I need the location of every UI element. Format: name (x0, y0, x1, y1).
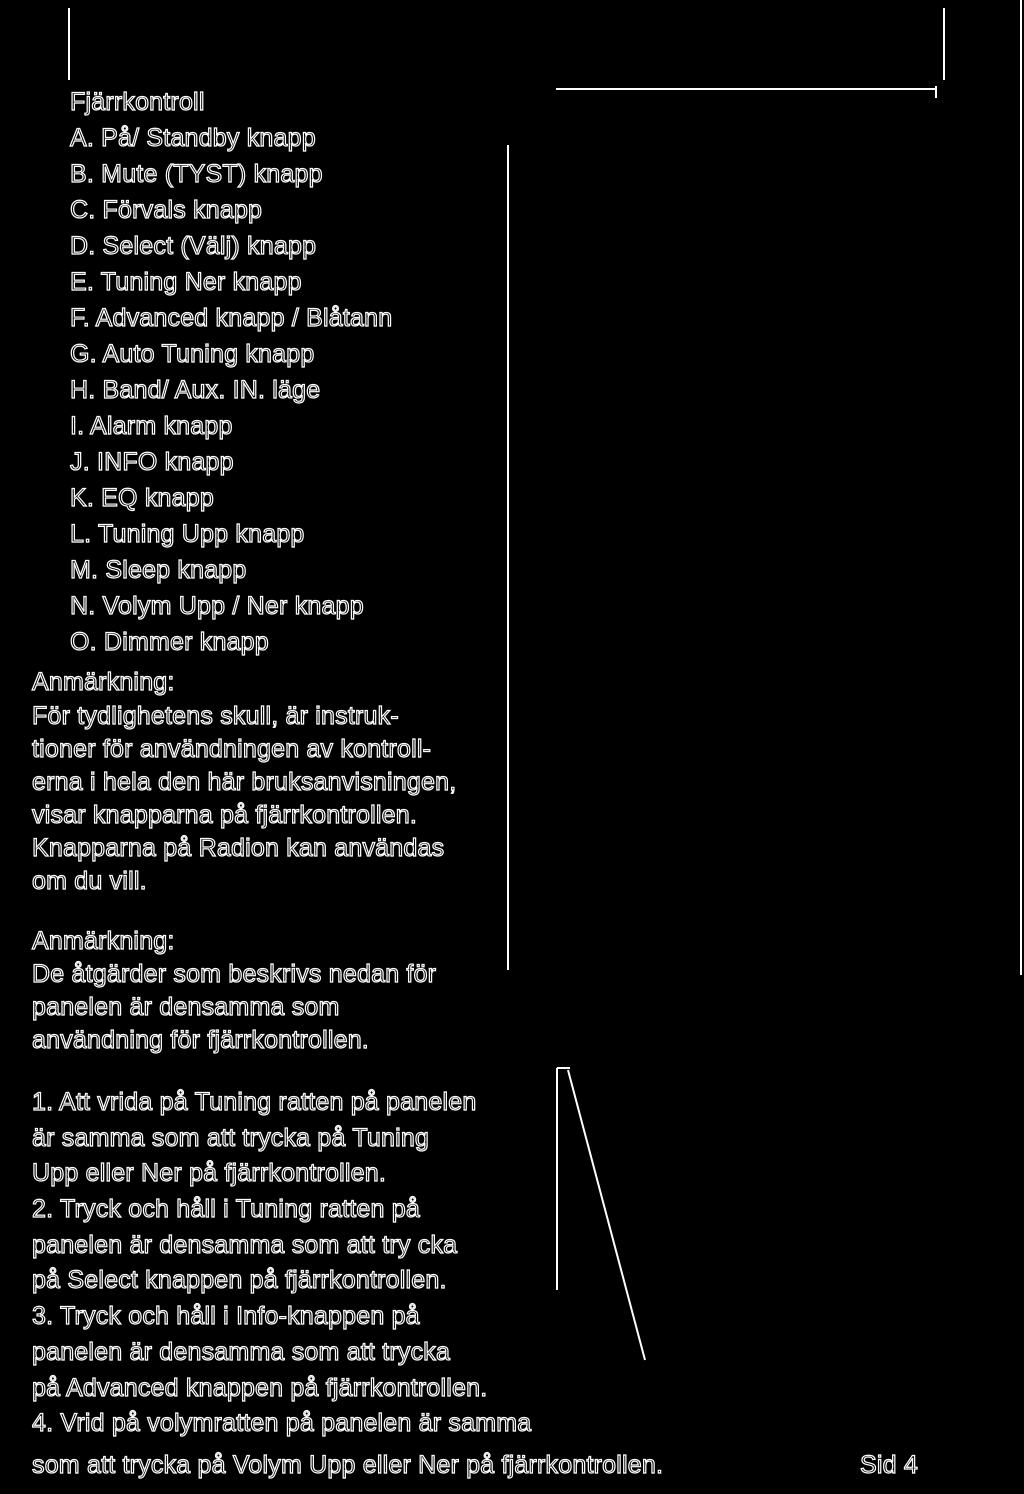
instruction-line: på Advanced knappen på fjärrkontrollen. (32, 1374, 488, 1402)
list-item: J. INFO knapp (70, 448, 234, 476)
note-line: tioner för användningen av kontroll- (32, 735, 432, 763)
instruction-line: 4. Vrid på volymratten på panelen är samma (32, 1409, 532, 1437)
note-label: Anmärkning: (32, 668, 175, 696)
instruction-line: 3. Tryck och håll i Info-knappen på (32, 1302, 420, 1330)
instruction-line: 2. Tryck och håll i Tuning ratten på (32, 1195, 420, 1223)
list-item: D. Select (Välj) knapp (70, 232, 317, 260)
note-line: panelen är densamma som (32, 993, 340, 1021)
list-item: M. Sleep knapp (70, 556, 247, 584)
list-item: A. På/ Standby knapp (70, 124, 316, 152)
instruction-line: panelen är densamma som att trycka (32, 1338, 451, 1366)
page-number: Sid 4 (860, 1451, 918, 1479)
list-item: I. Alarm knapp (70, 412, 233, 440)
note-line: visar knapparna på fjärrkontrollen. (32, 801, 417, 829)
list-item: O. Dimmer knapp (70, 628, 269, 656)
list-item: L. Tuning Upp knapp (70, 520, 305, 548)
note-line: om du vill. (32, 867, 147, 895)
instruction-line: panelen är densamma som att try cka (32, 1231, 458, 1259)
note-label: Anmärkning: (32, 927, 175, 955)
instruction-line: 1. Att vrida på Tuning ratten på panelen (32, 1088, 477, 1116)
note-line: Knapparna på Radion kan användas (32, 834, 445, 862)
note-line: användning för fjärrkontrollen. (32, 1026, 369, 1054)
list-item: N. Volym Upp / Ner knapp (70, 592, 364, 620)
note-line: De åtgärder som beskrivs nedan för (32, 960, 437, 988)
instruction-line: på Select knappen på fjärrkontrollen. (32, 1266, 447, 1294)
note-line: För tydlighetens skull, är instruk- (32, 702, 399, 730)
instruction-line: är samma som att trycka på Tuning (32, 1124, 430, 1152)
list-item: C. Förvals knapp (70, 196, 263, 224)
list-item: G. Auto Tuning knapp (70, 340, 315, 368)
instruction-line: som att trycka på Volym Upp eller Ner på fjärrkontrollen. (32, 1451, 664, 1479)
instruction-line: Upp eller Ner på fjärrkontrollen. (32, 1159, 386, 1187)
list-item: B. Mute (TYST) knapp (70, 160, 323, 188)
note-line: erna i hela den här bruksanvisningen, (32, 768, 457, 796)
list-item: K. EQ knapp (70, 484, 214, 512)
list-item: H. Band/ Aux. IN. läge (70, 376, 321, 404)
section-heading: Fjärrkontroll (70, 88, 205, 116)
list-item: F. Advanced knapp / Blåtann (70, 304, 393, 332)
list-item: E. Tuning Ner knapp (70, 268, 302, 296)
